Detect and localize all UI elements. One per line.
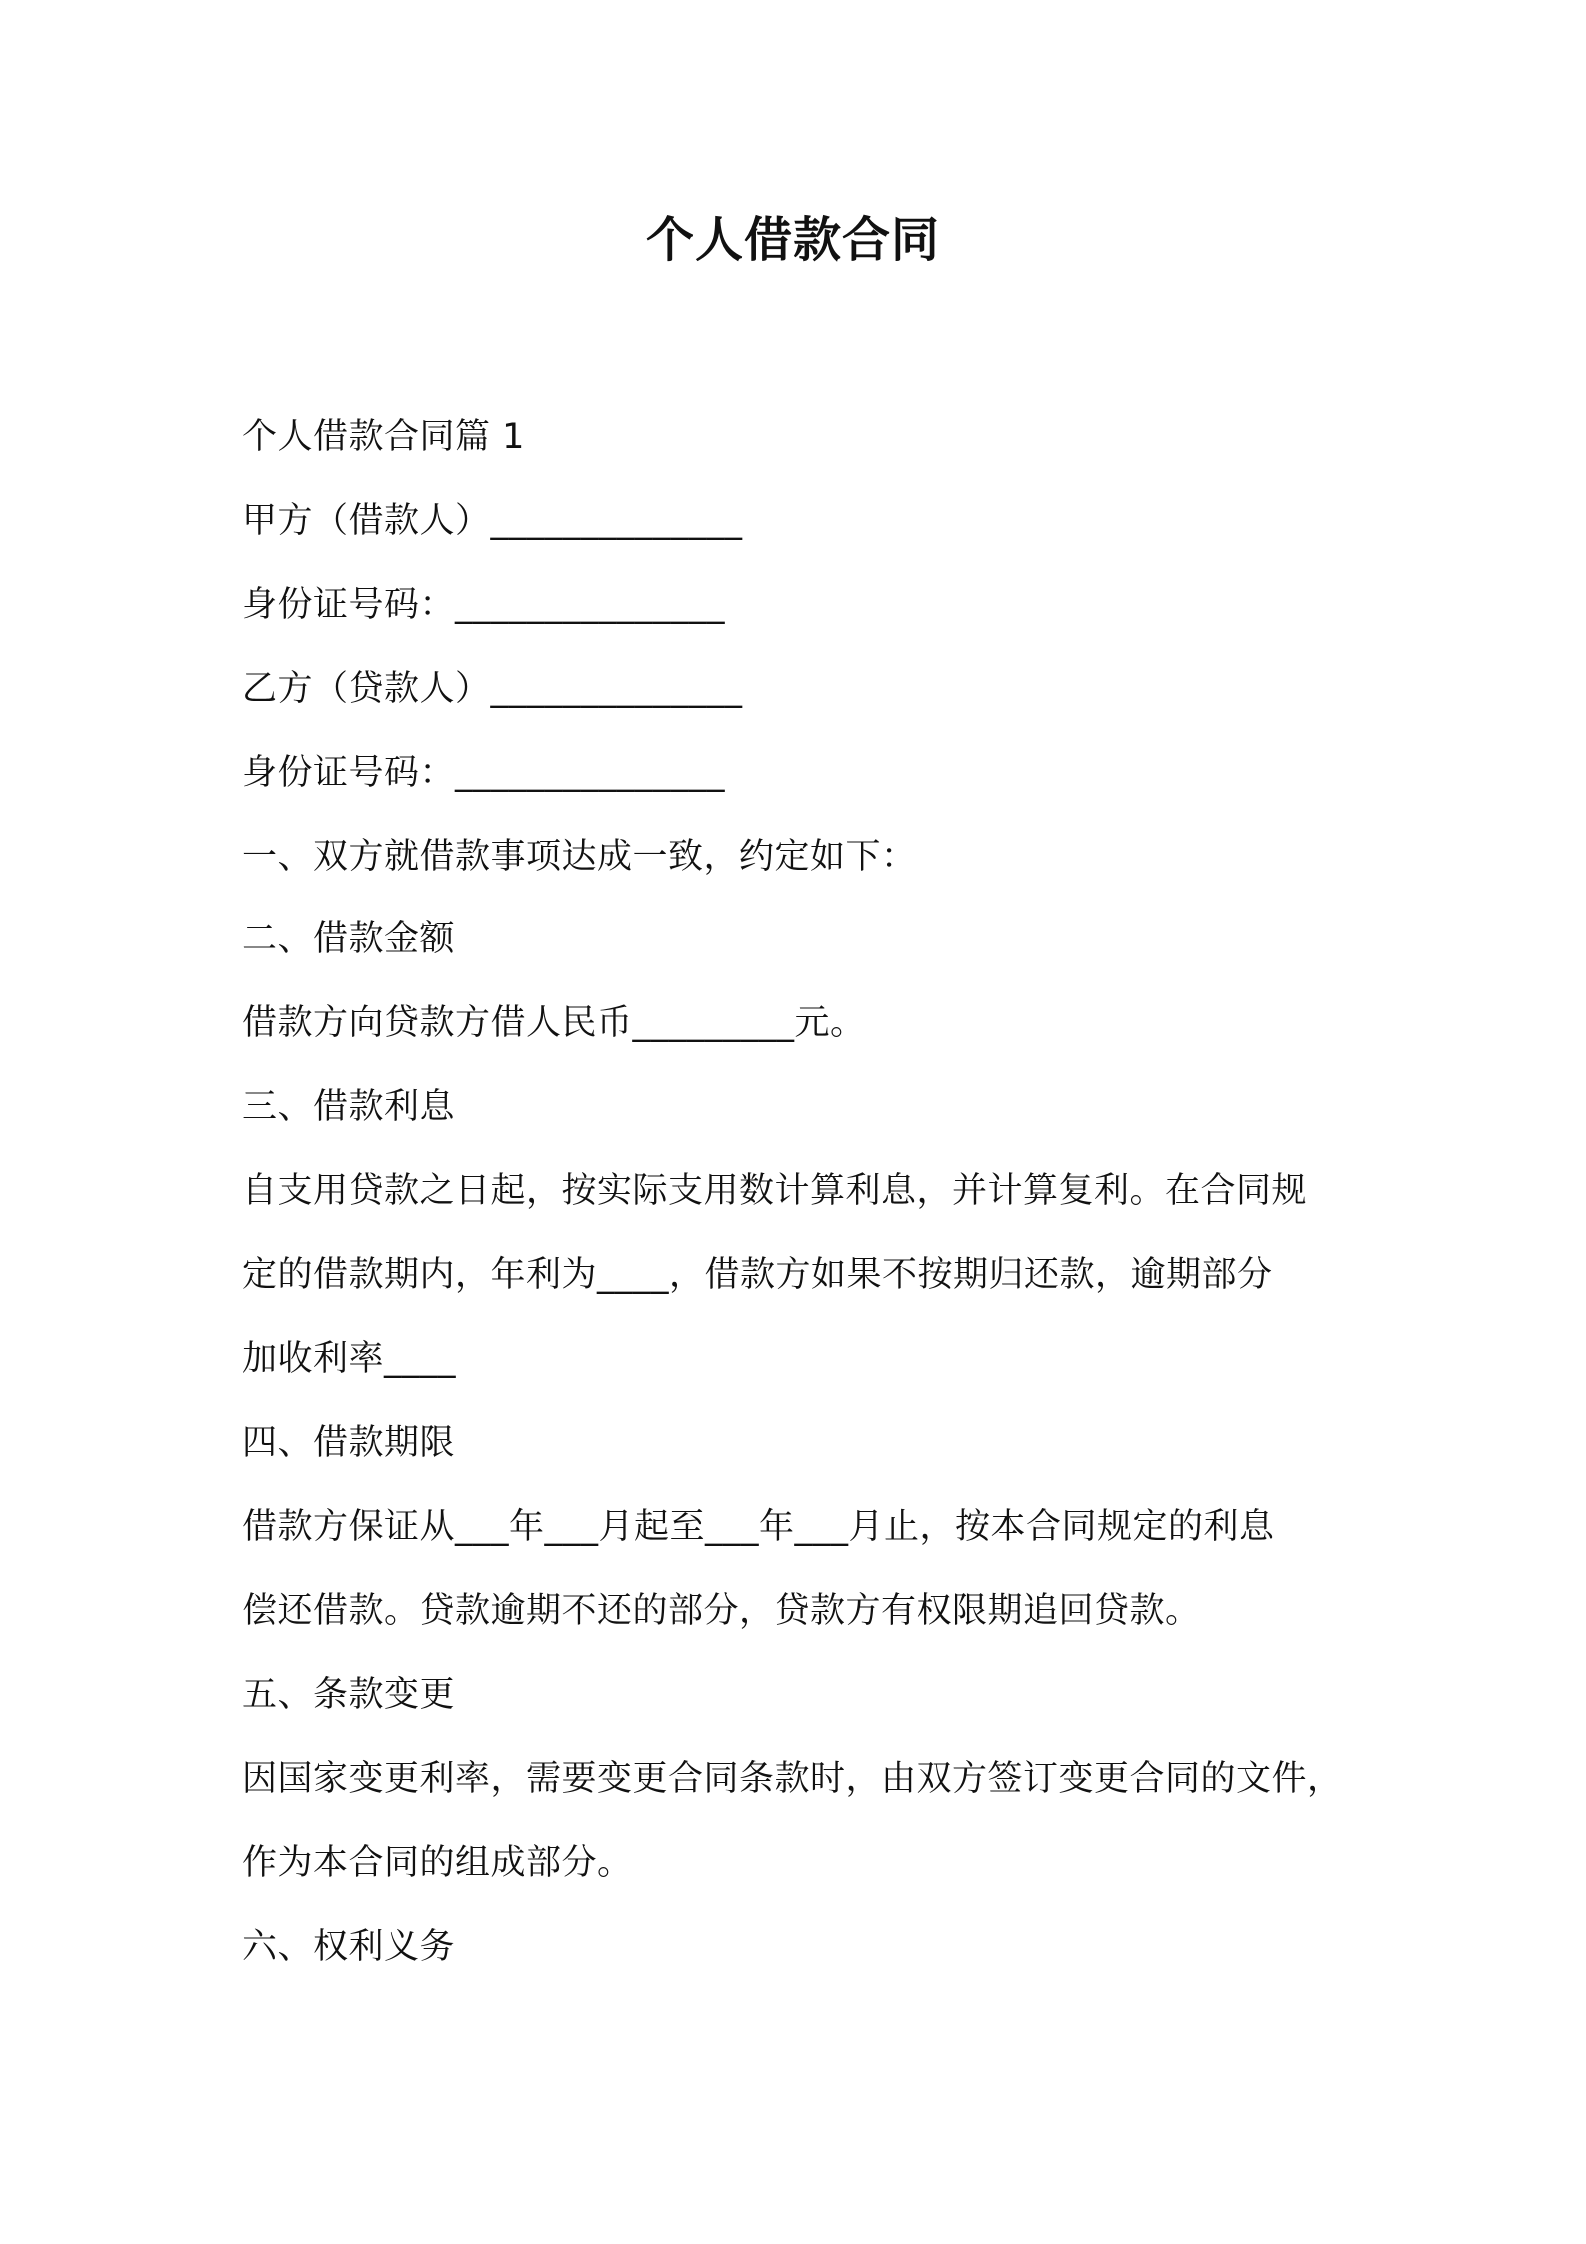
interest-text-line-2: 定的借款期内，年利为____，借款方如果不按期归还款，逾期部分	[242, 1255, 1273, 1295]
loan-term-text-line-1: 借款方保证从___年___月起至___年___月止，按本合同规定的利息	[242, 1507, 1275, 1547]
party-a-line: 甲方（借款人）______________	[242, 501, 743, 541]
section-heading-loan-amount: 二、借款金额	[242, 919, 456, 959]
document-title: 个人借款合同	[645, 212, 940, 268]
amendment-text-line-1: 因国家变更利率，需要变更合同条款时，由双方签订变更合同的文件，	[242, 1759, 1343, 1799]
amendment-text-line-2: 作为本合同的组成部分。	[242, 1843, 633, 1883]
party-a-id-line: 身份证号码：_______________	[242, 585, 726, 625]
party-b-id-line: 身份证号码：_______________	[242, 753, 726, 793]
section-heading-rights: 六、权利义务	[242, 1927, 456, 1967]
section-heading-interest: 三、借款利息	[242, 1087, 456, 1127]
loan-term-text-line-2: 偿还借款。贷款逾期不还的部分，贷款方有权限期追回贷款。	[242, 1591, 1201, 1631]
interest-text-line-3: 加收利率____	[242, 1339, 457, 1379]
party-b-line: 乙方（贷款人）______________	[242, 669, 743, 709]
section-heading-amendment: 五、条款变更	[242, 1675, 456, 1715]
interest-text-line-1: 自支用贷款之日起，按实际支用数计算利息，并计算复利。在合同规	[242, 1171, 1308, 1211]
section-heading-loan-term: 四、借款期限	[242, 1423, 456, 1463]
loan-amount-text: 借款方向贷款方借人民币_________元。	[242, 1003, 866, 1043]
contract-subtitle: 个人借款合同篇 1	[242, 417, 525, 457]
agreement-intro: 一、双方就借款事项达成一致，约定如下：	[242, 837, 917, 877]
